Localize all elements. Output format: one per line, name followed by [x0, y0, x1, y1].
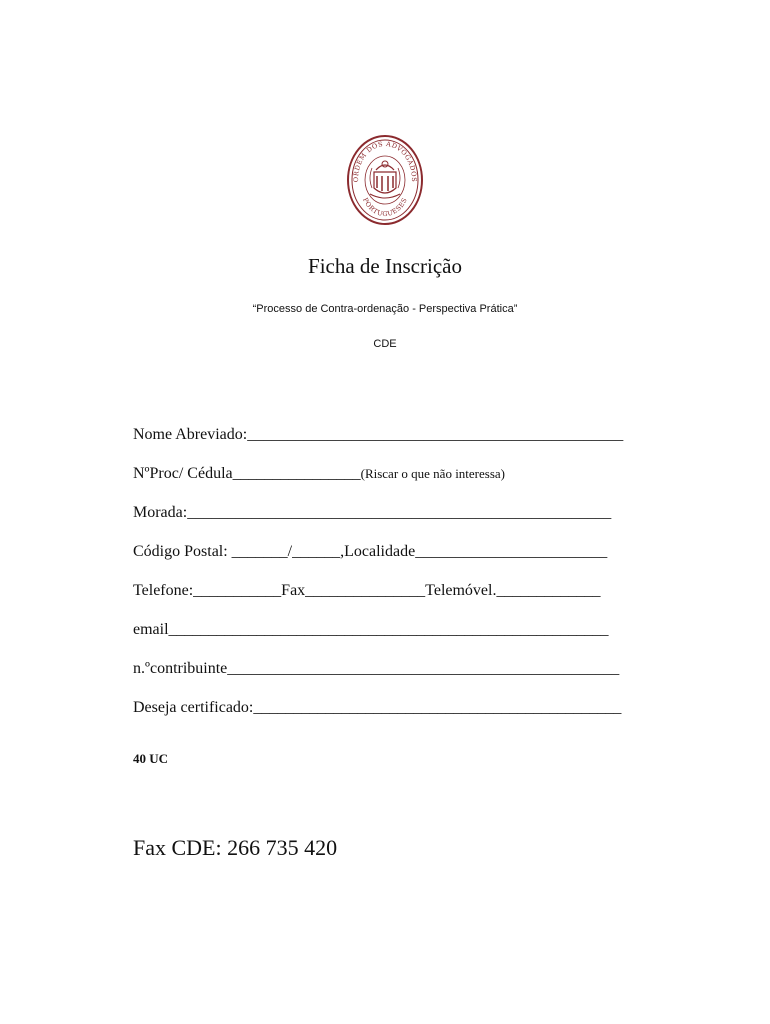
field-certificado: Deseja certificado:______________________________________________ [133, 699, 622, 716]
fax-number: Fax CDE: 266 735 420 [133, 835, 338, 860]
svg-text:PORTUGUESES: PORTUGUESES [361, 196, 409, 219]
ordem-advogados-seal [346, 134, 424, 226]
organizer-label: CDE [373, 338, 397, 350]
field-codigo-postal: Código Postal: _______/______,Localidade________________________ [133, 543, 608, 560]
price-label: 40 UC [133, 751, 169, 766]
proc-cedula-label: NºProc/ Cédula________________ [133, 465, 361, 482]
field-contribuinte: n.ºcontribuinte_________________________________________________ [133, 660, 620, 677]
field-email: email_______________________________________________________ [133, 621, 609, 638]
field-proc-cedula [133, 464, 505, 484]
field-nome-abreviado: Nome Abreviado:_______________________________________________ [133, 426, 624, 443]
field-morada: Morada:_____________________________________________________ [133, 504, 612, 521]
proc-cedula-note: (Riscar o que não interessa) [360, 466, 505, 481]
svg-text:ORDEM DOS ADVOGADOS: ORDEM DOS ADVOGADOS [351, 139, 419, 183]
field-telefone: Telefone:___________Fax_______________Telemóvel._____________ [133, 582, 601, 599]
course-subtitle: “Processo de Contra-ordenação - Perspectiva Prática” [252, 303, 518, 315]
form-title: Ficha de Inscrição [308, 254, 462, 278]
